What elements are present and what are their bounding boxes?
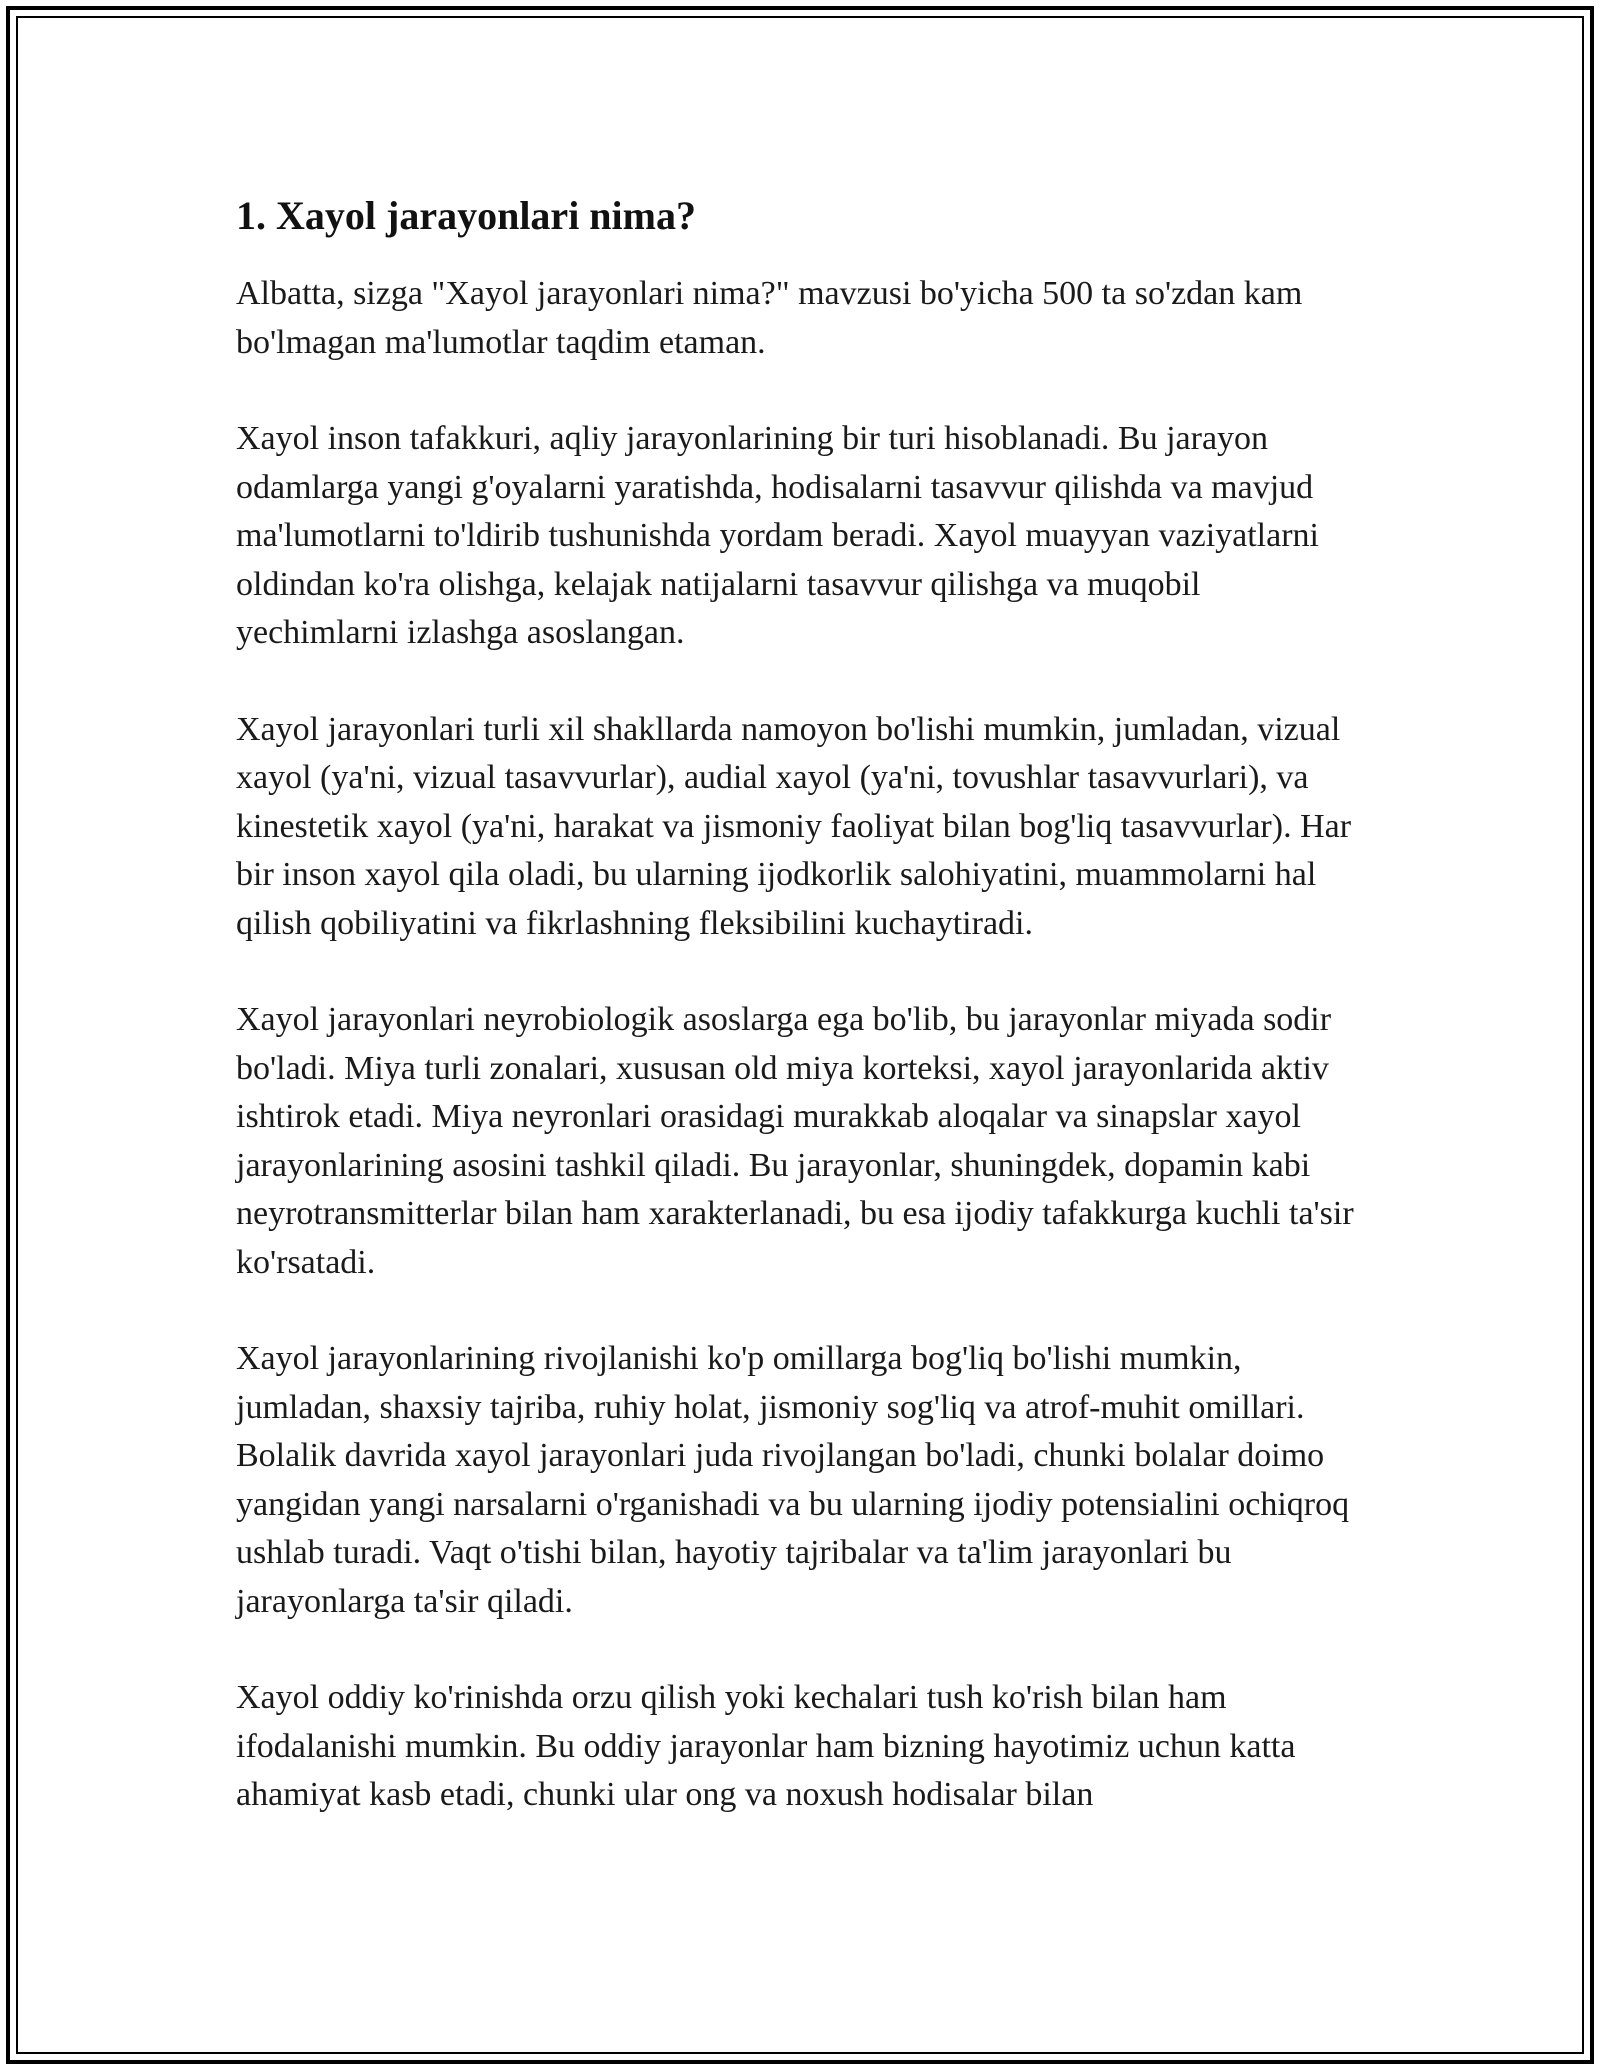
paragraph-forms: Xayol jarayonlari turli xil shakllarda namoyon bo'lishi mumkin, jumladan, vizual xayol (ya'ni, vizual tasavvurlar), audial xayol (ya'ni, tovushlar tasavvurlari), va kinestetik xayol (ya'ni, harakat va jismoniy faoliyat bilan bog'liq tasavvurlar). Har bir inson xayol qila oladi, bu ularning ijodkorlik salohiyatini, muammolarni hal qilish qobiliyatini va fikrlashning fleksibilini kuchaytiradi.: [236, 710, 1352, 942]
paragraph-intro: Albatta, sizga "Xayol jarayonlari nima?" mavzusi bo'yicha 500 ta so'zdan kam bo'lmagan ma'lumotlar taqdim etaman.: [236, 275, 1303, 361]
paragraph-neurobiology: Xayol jarayonlari neyrobiologik asoslarga ega bo'lib, bu jarayonlar miyada sodir bo'ladi. Miya turli zonalari, xususan old miya korteksi, xayol jarayonlarida aktiv ishtirok etadi. Miya neyronlari orasidagi murakkab aloqalar va sinapslar xayol jarayonlarining asosini tashkil qiladi. Bu jarayonlar, shuningdek, dopamin kabi neyrotransmitterlar bilan ham xarakterlanadi, bu esa ijodiy tafakkurga kuchli ta'sir ko'rsatadi.: [236, 1001, 1354, 1281]
paragraph-dreams: Xayol oddiy ko'rinishda orzu qilish yoki kechalari tush ko'rish bilan ham ifodalanishi mumkin. Bu oddiy jarayonlar ham bizning hayotimiz uchun katta ahamiyat kasb etadi, chunki ular ong va noxush hodisalar bilan: [236, 1679, 1296, 1813]
paragraph-definition: Xayol inson tafakkuri, aqliy jarayonlarining bir turi hisoblanadi. Bu jarayon odamlarga yangi g'oyalarni yaratishda, hodisalarni tasavvur qilishda va mavjud ma'lumotlarni to'ldirib tushunishda yordam beradi. Xayol muayyan vaziyatlarni oldindan ko'ra olishga, kelajak natijalarni tasavvur qilishga va muqobil yechimlarni izlashga asoslangan.: [236, 420, 1319, 651]
section-heading: 1. Xayol jarayonlari nima?: [236, 193, 696, 238]
document-body: [236, 188, 1356, 1868]
paragraph-development: Xayol jarayonlarining rivojlanishi ko'p omillarga bog'liq bo'lishi mumkin, jumladan, shaxsiy tajriba, ruhiy holat, jismoniy sog'liq va atrof-muhit omillari. Bolalik davrida xayol jarayonlari juda rivojlangan bo'ladi, chunki bolalar doimo yangidan yangi narsalarni o'rganishadi va bu ularning ijodiy potensialini ochiqroq ushlab turadi. Vaqt o'tishi bilan, hayotiy tajribalar va ta'lim jarayonlari bu jarayonlarga ta'sir qiladi.: [236, 1340, 1350, 1620]
